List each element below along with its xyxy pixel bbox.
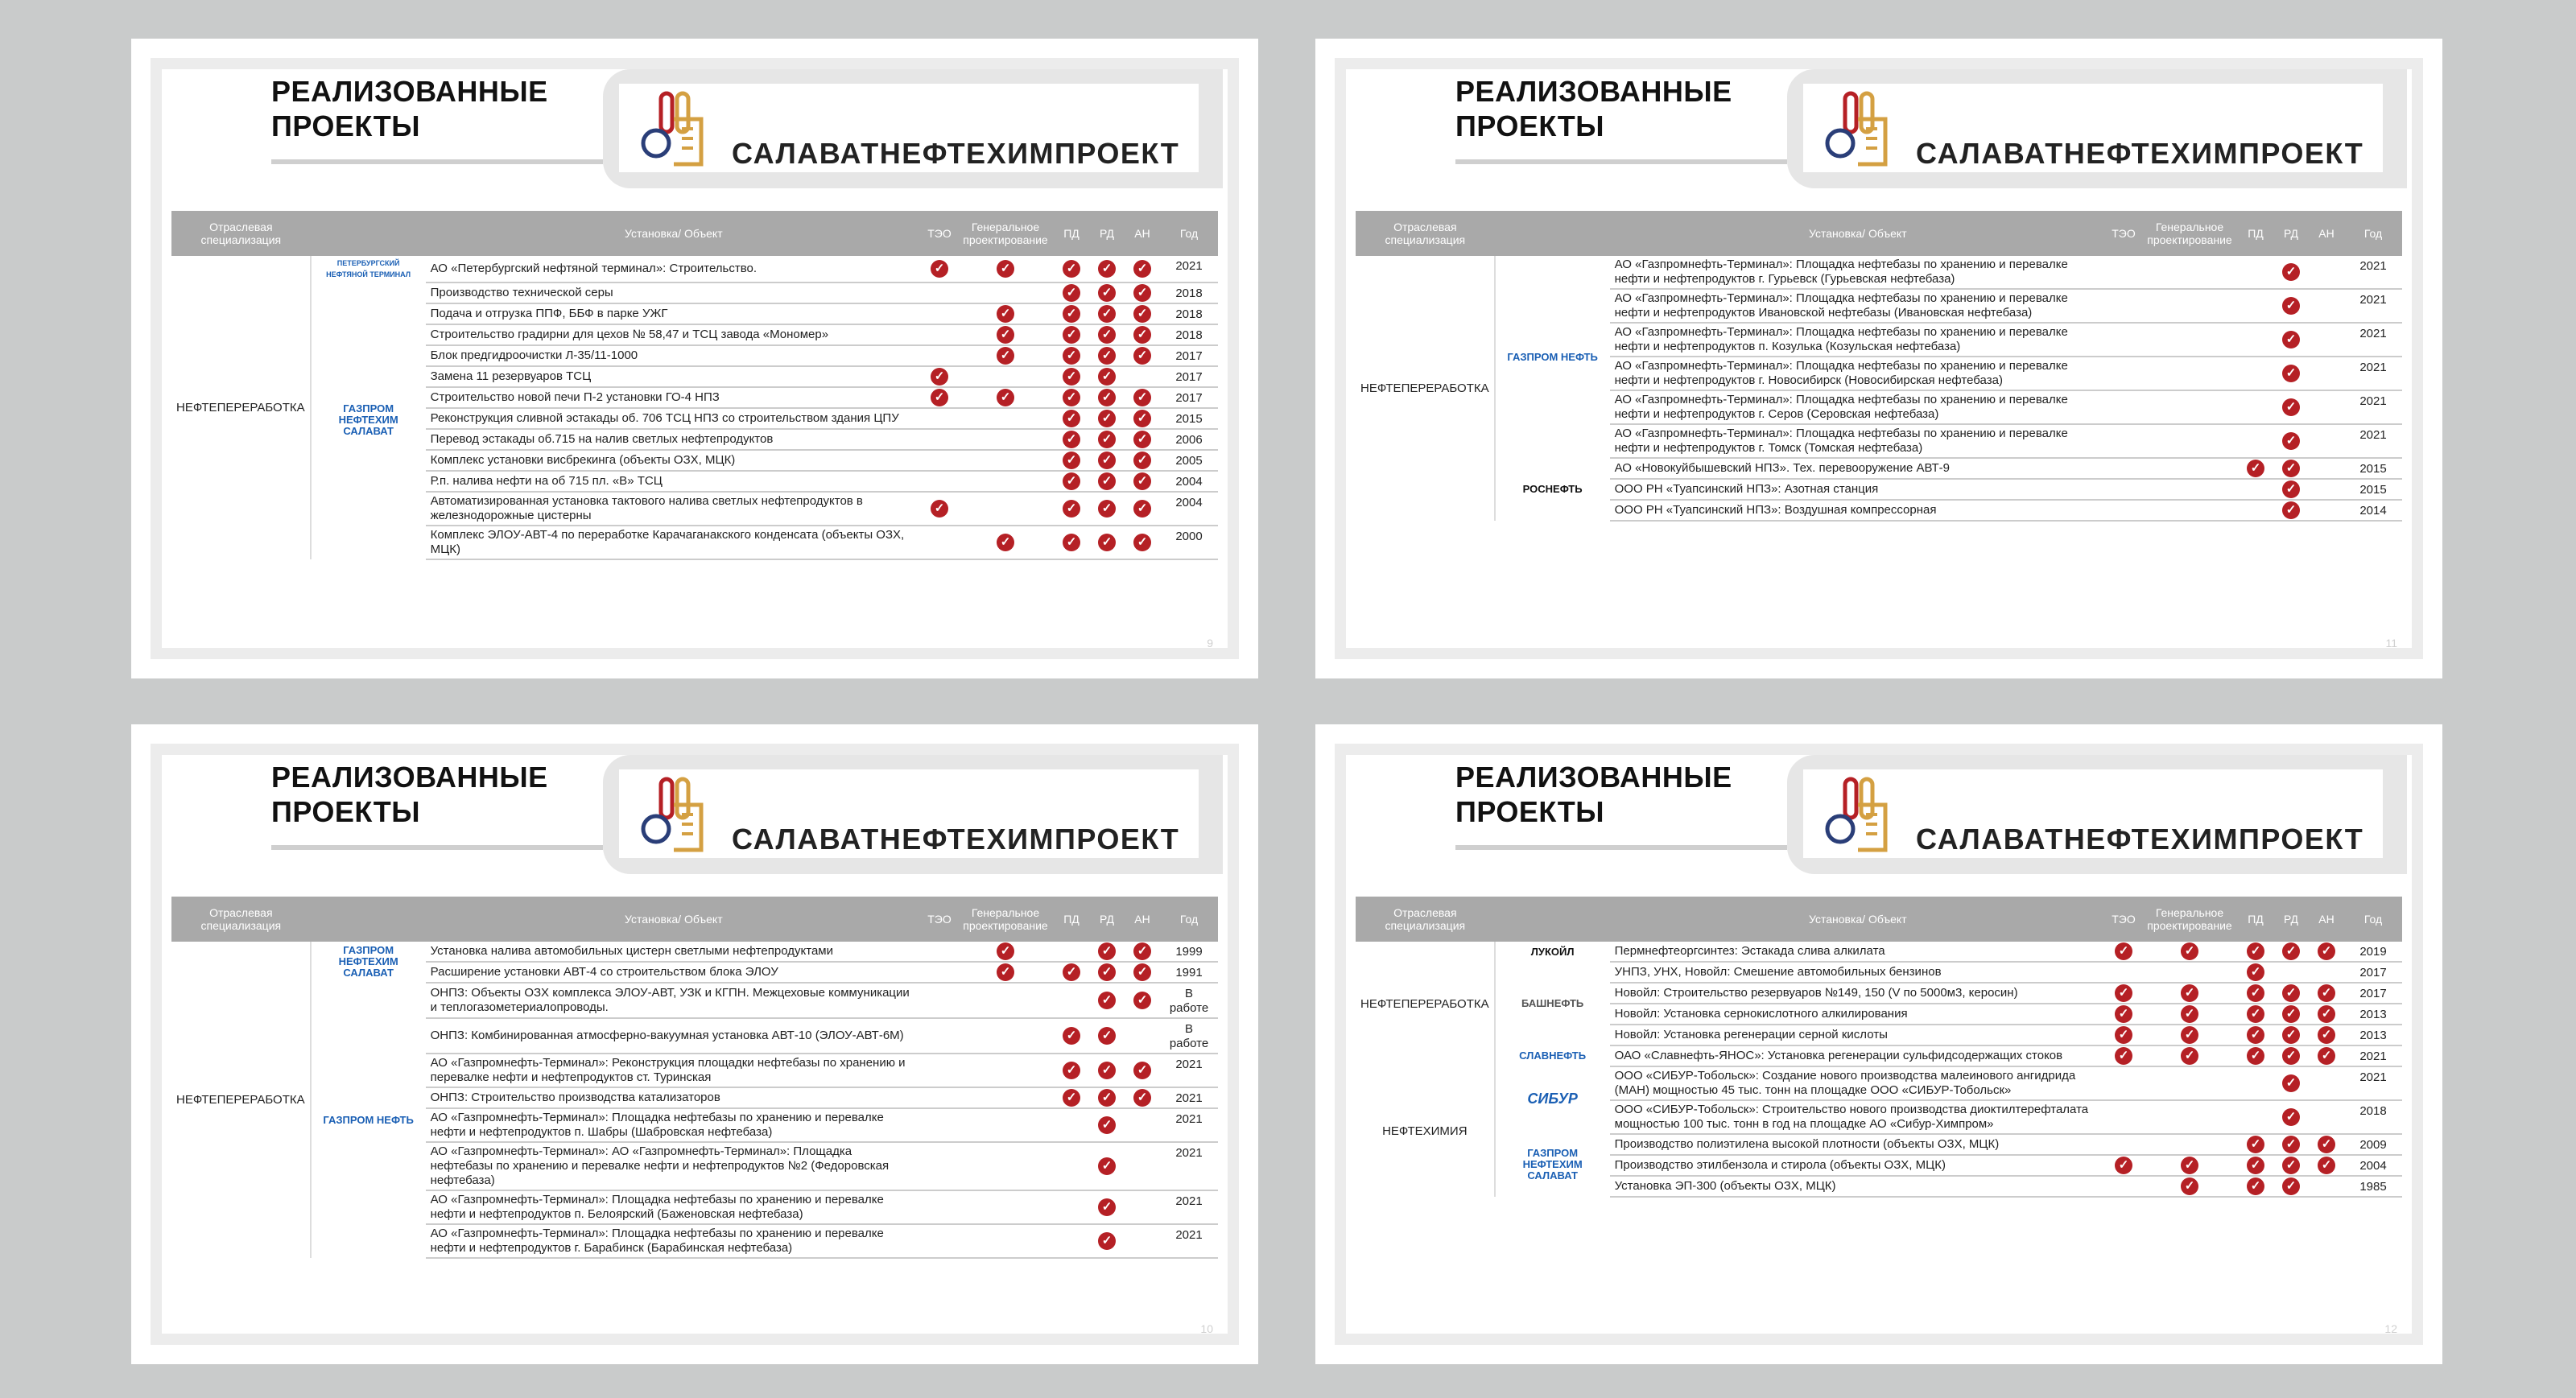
projects-table — [171, 211, 1218, 560]
table-row: АО «Газпромнефть-Терминал»: Площадка нефтебазы по хранению и перевалке нефти и нефтепродуктов г. Серов (Серовская нефтебаза) ✓ 2021 — [1356, 390, 2402, 424]
check-mark: ✓ — [1063, 963, 1080, 981]
check-mark: ✓ — [1063, 500, 1080, 518]
check-mark: ✓ — [2115, 1026, 2132, 1044]
company-name: САЛАВАТНЕФТЕХИМПРОЕКТ — [1916, 137, 2364, 170]
check-mark: ✓ — [1063, 534, 1080, 551]
check-mark: ✓ — [2115, 1157, 2132, 1174]
check-mark: ✓ — [2282, 1026, 2300, 1044]
company-logo-icon — [637, 87, 717, 171]
check-mark: ✓ — [2247, 1136, 2264, 1153]
slavneft-logo: СЛАВНЕФТЬ — [1519, 1050, 1587, 1062]
check-mark: ✓ — [2318, 1157, 2335, 1174]
check-mark: ✓ — [1063, 1062, 1080, 1079]
slide-page-12 — [1315, 724, 2442, 1364]
check-mark: ✓ — [2318, 1136, 2335, 1153]
check-mark: ✓ — [2181, 1177, 2198, 1195]
check-mark: ✓ — [2282, 460, 2300, 477]
table-header: Отраслевая специализация Установка/ Объект ТЭО Генеральное проектирование ПД РД АН Год — [1356, 897, 2402, 942]
check-mark: ✓ — [1063, 260, 1080, 278]
check-mark: ✓ — [1098, 992, 1116, 1009]
check-mark: ✓ — [1098, 1157, 1116, 1175]
check-mark: ✓ — [1063, 284, 1080, 302]
slide-title: РЕАЛИЗОВАННЫЕ ПРОЕКТЫ — [271, 761, 548, 828]
check-mark: ✓ — [2282, 984, 2300, 1002]
check-mark: ✓ — [2247, 1026, 2264, 1044]
table-header: Отраслевая специализация Установка/ Объект ТЭО Генеральное проектирование ПД РД АН Год — [171, 897, 1218, 942]
check-mark: ✓ — [1063, 389, 1080, 406]
check-mark: ✓ — [1098, 368, 1116, 386]
table-row: Расширение установки АВТ-4 со строительством блока ЭЛОУ ✓ ✓ ✓ ✓ 1991 — [171, 962, 1218, 983]
check-mark: ✓ — [2181, 942, 2198, 960]
bashneft-logo: БАШНЕФТЬ — [1521, 997, 1584, 1009]
check-mark: ✓ — [2247, 984, 2264, 1002]
check-mark: ✓ — [1098, 347, 1116, 365]
check-mark: ✓ — [2282, 1136, 2300, 1153]
slide-page-11 — [1315, 39, 2442, 678]
check-mark: ✓ — [997, 347, 1014, 365]
check-mark: ✓ — [1133, 992, 1151, 1009]
check-mark: ✓ — [1063, 472, 1080, 490]
check-mark: ✓ — [997, 534, 1014, 551]
table-header: Отраслевая специализация Установка/ Объект ТЭО Генеральное проектирование ПД РД АН Год — [1356, 211, 2402, 256]
table-row: НЕФТЕПЕРЕРАБОТКА ГАЗПРОМ НЕФТЬ АО «Газпромнефть-Терминал»: Площадка нефтебазы по хранению и перевалке нефти и нефтепродуктов г. Гурьевск (Гурьевская нефтебаза) ✓ 2021 — [1356, 256, 2402, 289]
check-mark: ✓ — [2247, 1005, 2264, 1023]
table-row: Автоматизированная установка тактового налива светлых нефтепродуктов в железнодорожные цистерны ✓ ✓ ✓ ✓ 2004 — [171, 492, 1218, 526]
check-mark: ✓ — [2115, 1005, 2132, 1023]
check-mark: ✓ — [2282, 1074, 2300, 1092]
check-mark: ✓ — [2282, 942, 2300, 960]
gazprom-neft-logo: ГАЗПРОМ НЕФТЬ — [323, 1114, 414, 1126]
check-mark: ✓ — [2247, 1157, 2264, 1174]
check-mark: ✓ — [1133, 410, 1151, 427]
check-mark: ✓ — [1098, 260, 1116, 278]
check-mark: ✓ — [2282, 1177, 2300, 1195]
check-mark: ✓ — [2282, 1157, 2300, 1174]
table-row: БАШНЕФТЬ УНПЗ, УНХ, Новойл: Смешение автомобильных бензинов ✓ 2017 — [1356, 962, 2402, 983]
page-number: 9 — [1207, 637, 1213, 650]
check-mark: ✓ — [1098, 284, 1116, 302]
check-mark: ✓ — [1063, 347, 1080, 365]
check-mark: ✓ — [1098, 942, 1116, 960]
check-mark: ✓ — [2247, 942, 2264, 960]
company-name: САЛАВАТНЕФТЕХИМПРОЕКТ — [1916, 823, 2364, 856]
title-underline — [271, 159, 603, 164]
check-mark: ✓ — [2247, 1047, 2264, 1065]
table-row: АО «Газпромнефть-Терминал»: Площадка нефтебазы по хранению и перевалке нефти и нефтепродуктов п. Белоярский (Баженовская нефтебаза) ✓ 2021 — [171, 1190, 1218, 1224]
check-mark: ✓ — [1098, 1089, 1116, 1107]
slide-page-10 — [131, 724, 1258, 1364]
slide-title: РЕАЛИЗОВАННЫЕ ПРОЕКТЫ — [1455, 75, 1732, 142]
table-row: НЕФТЕХИМИЯ СИБУР ООО «СИБУР-Тобольск»: Создание нового производства малеинового ангидрида (МАН) мощностью 45 тыс. тонн на площадке ООО «СИБУР-Тобольск» ✓ 2021 — [1356, 1066, 2402, 1100]
projects-table — [1356, 211, 2402, 522]
check-mark: ✓ — [931, 368, 948, 386]
check-mark: ✓ — [997, 305, 1014, 323]
check-mark: ✓ — [1133, 534, 1151, 551]
title-underline — [271, 845, 603, 850]
table-row: Р.п. налива нефти на об 715 пл. «В» ТСЦ ✓ ✓ ✓ 2004 — [171, 471, 1218, 492]
table-row: Реконструкция сливной эстакады об. 706 ТСЦ НПЗ со строительством здания ЦПУ ✓ ✓ ✓ 2015 — [171, 408, 1218, 429]
slide-title: РЕАЛИЗОВАННЫЕ ПРОЕКТЫ — [271, 75, 548, 142]
table-row: НЕФТЕПЕРЕРАБОТКА ГАЗПРОМ НЕФТЕХИМ САЛАВАТ Установка налива автомобильных цистерн светлыми нефтепродуктами ✓ ✓ ✓ 1999 — [171, 942, 1218, 962]
table-row: Строительство градирни для цехов № 58,47 и ТСЦ завода «Мономер» ✓ ✓ ✓ ✓ 2018 — [171, 324, 1218, 345]
check-mark: ✓ — [2115, 942, 2132, 960]
table-row: РОСНЕФТЬ АО «Новокуйбышевский НПЗ». Тех. перевооружение АВТ-9 ✓ ✓ 2015 — [1356, 458, 2402, 479]
table-row: ООО РН «Туапсинский НПЗ»: Азотная станция ✓ 2015 — [1356, 479, 2402, 500]
check-mark: ✓ — [1098, 963, 1116, 981]
pnt-logo: ПЕТЕРБУРГСКИЙ НЕФТЯНОЙ ТЕРМИНАЛ — [326, 259, 411, 278]
title-underline — [1455, 159, 1787, 164]
check-mark: ✓ — [1063, 431, 1080, 448]
projects-table — [1356, 897, 2402, 1198]
check-mark: ✓ — [1063, 368, 1080, 386]
check-mark: ✓ — [997, 942, 1014, 960]
check-mark: ✓ — [2181, 1157, 2198, 1174]
table-row: АО «Газпромнефть-Терминал»: Площадка нефтебазы по хранению и перевалке нефти и нефтепродуктов Ивановской нефтебазы (Ивановская нефтебаза) ✓ 2021 — [1356, 289, 2402, 323]
check-mark: ✓ — [2318, 1047, 2335, 1065]
check-mark: ✓ — [2282, 1047, 2300, 1065]
check-mark: ✓ — [1133, 1089, 1151, 1107]
check-mark: ✓ — [1063, 1027, 1080, 1045]
check-mark: ✓ — [2318, 984, 2335, 1002]
spec-cell: НЕФТЕПЕРЕРАБОТКА — [1356, 256, 1495, 521]
company-logo-icon — [637, 773, 717, 856]
company-name: САЛАВАТНЕФТЕХИМПРОЕКТ — [732, 823, 1180, 856]
table-row: Новойл: Установка регенерации серной кислоты ✓ ✓ ✓ ✓ ✓ 2013 — [1356, 1025, 2402, 1045]
check-mark: ✓ — [1133, 431, 1151, 448]
table-row: ООО РН «Туапсинский НПЗ»: Воздушная компрессорная ✓ 2014 — [1356, 500, 2402, 521]
table-row: Перевод эстакады об.715 на налив светлых нефтепродуктов ✓ ✓ ✓ 2006 — [171, 429, 1218, 450]
check-mark: ✓ — [2181, 984, 2198, 1002]
spec-cell: НЕФТЕПЕРЕРАБОТКА — [171, 256, 311, 559]
check-mark: ✓ — [2282, 365, 2300, 382]
check-mark: ✓ — [2318, 1026, 2335, 1044]
check-mark: ✓ — [997, 389, 1014, 406]
check-mark: ✓ — [1063, 305, 1080, 323]
table-header: Отраслевая специализация Установка/ Объект ТЭО Генеральное проектирование ПД РД АН Год — [171, 211, 1218, 256]
check-mark: ✓ — [1098, 1062, 1116, 1079]
table-row: АО «Газпромнефть-Терминал»: Площадка нефтебазы по хранению и перевалке нефти и нефтепродуктов г. Новосибирск (Новосибирская нефтебаза) ✓ 2021 — [1356, 357, 2402, 390]
page-number: 11 — [2385, 637, 2397, 650]
check-mark: ✓ — [2318, 1005, 2335, 1023]
gazprom-neftekhim-logo: ГАЗПРОМ НЕФТЕХИМ САЛАВАТ — [338, 943, 398, 979]
check-mark: ✓ — [2282, 1108, 2300, 1126]
check-mark: ✓ — [2282, 263, 2300, 281]
table-row: АО «Газпромнефть-Терминал»: Площадка нефтебазы по хранению и перевалке нефти и нефтепродуктов п. Козулька (Козульская нефтебаза) ✓ 2021 — [1356, 323, 2402, 357]
check-mark: ✓ — [997, 260, 1014, 278]
check-mark: ✓ — [1098, 1027, 1116, 1045]
check-mark: ✓ — [2115, 984, 2132, 1002]
check-mark: ✓ — [931, 500, 948, 518]
table-row: ОНПЗ: Строительство производства катализаторов ✓ ✓ ✓ 2021 — [171, 1087, 1218, 1108]
table-row: АО «Газпромнефть-Терминал»: Площадка нефтебазы по хранению и перевалке нефти и нефтепродуктов п. Шабры (Шабровская нефтебаза) ✓ 2021 — [171, 1108, 1218, 1142]
table-row: Блок предгидроочистки Л-35/11-1000 ✓ ✓ ✓ ✓ 2017 — [171, 345, 1218, 366]
company-logo-icon — [1821, 773, 1901, 856]
check-mark: ✓ — [1133, 1062, 1151, 1079]
table-row: Новойл: Строительство резервуаров №149, 150 (V по 5000м3, керосин) ✓ ✓ ✓ ✓ ✓ 2017 — [1356, 983, 2402, 1004]
check-mark: ✓ — [1098, 472, 1116, 490]
check-mark: ✓ — [2282, 331, 2300, 348]
check-mark: ✓ — [1133, 389, 1151, 406]
check-mark: ✓ — [1133, 500, 1151, 518]
check-mark: ✓ — [2247, 1177, 2264, 1195]
gazprom-neftekhim-logo: ГАЗПРОМ НЕФТЕХИМ САЛАВАТ — [338, 402, 398, 437]
check-mark: ✓ — [931, 260, 948, 278]
check-mark: ✓ — [1098, 1198, 1116, 1216]
check-mark: ✓ — [1063, 326, 1080, 344]
check-mark: ✓ — [1133, 472, 1151, 490]
table-row: Установка ЭП-300 (объекты ОЗХ, МЦК) ✓ ✓ ✓ 1985 — [1356, 1176, 2402, 1197]
slide-page-9 — [131, 39, 1258, 678]
check-mark: ✓ — [2282, 432, 2300, 450]
page-number: 10 — [1200, 1322, 1213, 1335]
check-mark: ✓ — [2115, 1047, 2132, 1065]
check-mark: ✓ — [1098, 410, 1116, 427]
title-underline — [1455, 845, 1787, 850]
table-row: СЛАВНЕФТЬ ОАО «Славнефть-ЯНОС»: Установка регенерации сульфидсодержащих стоков ✓ ✓ ✓ ✓ ✓ 2021 — [1356, 1045, 2402, 1066]
check-mark: ✓ — [2181, 1047, 2198, 1065]
table-row: ГАЗПРОМ НЕФТЬ ОНПЗ: Объекты ОЗХ комплекса ЭЛОУ-АВТ, УЗК и КГПН. Межцеховые коммуникации и теплогазометериалопроводы. ✓ ✓ В работе — [171, 983, 1218, 1018]
check-mark: ✓ — [2282, 297, 2300, 315]
check-mark: ✓ — [997, 963, 1014, 981]
check-mark: ✓ — [1098, 389, 1116, 406]
gazprom-neftekhim-logo: ГАЗПРОМ НЕФТЕХИМ САЛАВАТ — [1522, 1147, 1583, 1181]
table-row: НЕФТЕПЕРЕРАБОТКА ПЕТЕРБУРГСКИЙ НЕФТЯНОЙ ТЕРМИНАЛ АО «Петербургский нефтяной терминал»: Строительство. ✓ ✓ ✓ ✓ ✓ 2021 — [171, 256, 1218, 282]
check-mark: ✓ — [2247, 963, 2264, 981]
gazprom-neft-logo: ГАЗПРОМ НЕФТЬ — [1507, 350, 1598, 363]
table-row: Новойл: Установка сернокислотного алкилирования ✓ ✓ ✓ ✓ ✓ 2013 — [1356, 1004, 2402, 1025]
check-mark: ✓ — [1133, 305, 1151, 323]
check-mark: ✓ — [1133, 326, 1151, 344]
table-row: Комплекс установки висбрекинга (объекты ОЗХ, МЦК) ✓ ✓ ✓ 2005 — [171, 450, 1218, 471]
projects-table — [171, 897, 1218, 1259]
lukoil-logo: ЛУКОЙЛ — [1530, 945, 1575, 958]
check-mark: ✓ — [1063, 1089, 1080, 1107]
check-mark: ✓ — [1098, 305, 1116, 323]
check-mark: ✓ — [1063, 452, 1080, 469]
check-mark: ✓ — [1098, 431, 1116, 448]
table-row: Строительство новой печи П-2 установки ГО-4 НПЗ ✓ ✓ ✓ ✓ ✓ 2017 — [171, 387, 1218, 408]
table-row: АО «Газпромнефть-Терминал»: Реконструкция площадки нефтебазы по хранению и перевалке нефти и нефтепродуктов ст. Туринская ✓ ✓ ✓ 2021 — [171, 1054, 1218, 1087]
rosneft-logo: РОСНЕФТЬ — [1522, 483, 1583, 495]
spec-cell: НЕФТЕПЕРЕРАБОТКА — [1356, 942, 1495, 1066]
check-mark: ✓ — [2318, 942, 2335, 960]
check-mark: ✓ — [2247, 460, 2264, 477]
check-mark: ✓ — [1098, 1232, 1116, 1250]
check-mark: ✓ — [1133, 963, 1151, 981]
table-row: ООО «СИБУР-Тобольск»: Строительство нового производства диоктилтерефталата мощностью 100 тыс. тонн в год на площадке АО «Сибур-Химпром» ✓ 2018 — [1356, 1100, 2402, 1134]
check-mark: ✓ — [2181, 1005, 2198, 1023]
spec-cell: НЕФТЕХИМИЯ — [1356, 1066, 1495, 1197]
table-row: ГАЗПРОМ НЕФТЕХИМ САЛАВАТ Производство технической серы ✓ ✓ ✓ 2018 — [171, 282, 1218, 303]
table-row: ОНПЗ: Комбинированная атмосферно-вакуумная установка АВТ-10 (ЭЛОУ-АВТ-6М) ✓ ✓ В работе — [171, 1018, 1218, 1054]
check-mark: ✓ — [997, 326, 1014, 344]
check-mark: ✓ — [2282, 1005, 2300, 1023]
company-name: САЛАВАТНЕФТЕХИМПРОЕКТ — [732, 137, 1180, 170]
check-mark: ✓ — [1133, 452, 1151, 469]
check-mark: ✓ — [1133, 260, 1151, 278]
slide-title: РЕАЛИЗОВАННЫЕ ПРОЕКТЫ — [1455, 761, 1732, 828]
check-mark: ✓ — [1098, 534, 1116, 551]
check-mark: ✓ — [1133, 284, 1151, 302]
check-mark: ✓ — [1098, 326, 1116, 344]
check-mark: ✓ — [1133, 942, 1151, 960]
check-mark: ✓ — [931, 389, 948, 406]
table-row: Замена 11 резервуаров ТСЦ ✓ ✓ ✓ 2017 — [171, 366, 1218, 387]
check-mark: ✓ — [2282, 501, 2300, 519]
page-number: 12 — [2384, 1322, 2397, 1335]
company-logo-icon — [1821, 87, 1901, 171]
table-row: Производство этилбензола и стирола (объекты ОЗХ, МЦК) ✓ ✓ ✓ ✓ ✓ 2004 — [1356, 1155, 2402, 1176]
check-mark: ✓ — [1063, 410, 1080, 427]
check-mark: ✓ — [1098, 500, 1116, 518]
check-mark: ✓ — [1133, 347, 1151, 365]
check-mark: ✓ — [1098, 452, 1116, 469]
table-row: НЕФТЕПЕРЕРАБОТКА ЛУКОЙЛ Пермнефтеоргсинтез: Эстакада слива алкилата ✓ ✓ ✓ ✓ ✓ 2019 — [1356, 942, 2402, 962]
table-row: ГАЗПРОМ НЕФТЕХИМ САЛАВАТ Производство полиэтилена высокой плотности (объекты ОЗХ, МЦК) ✓ ✓ ✓ 2009 — [1356, 1134, 2402, 1155]
check-mark: ✓ — [2181, 1026, 2198, 1044]
table-row: АО «Газпромнефть-Терминал»: АО «Газпромнефть-Терминал»: Площадка нефтебазы по хранению и перевалке нефти и нефтепродуктов №2 (Федоровская нефтебаза) ✓ 2021 — [171, 1142, 1218, 1190]
table-row: АО «Газпромнефть-Терминал»: Площадка нефтебазы по хранению и перевалке нефти и нефтепродуктов г. Томск (Томская нефтебаза) ✓ 2021 — [1356, 424, 2402, 458]
spec-cell: НЕФТЕПЕРЕРАБОТКА — [171, 942, 311, 1258]
check-mark: ✓ — [2282, 480, 2300, 498]
table-row: Подача и отгрузка ППФ, ББФ в парке УЖГ ✓ ✓ ✓ ✓ 2018 — [171, 303, 1218, 324]
check-mark: ✓ — [2282, 398, 2300, 416]
check-mark: ✓ — [1098, 1116, 1116, 1134]
table-row: АО «Газпромнефть-Терминал»: Площадка нефтебазы по хранению и перевалке нефти и нефтепродуктов г. Барабинск (Барабинская нефтебаза) ✓ 2021 — [171, 1224, 1218, 1258]
sibur-logo: СИБУР — [1527, 1091, 1578, 1107]
table-row: Комплекс ЭЛОУ-АВТ-4 по переработке Карачаганакского конденсата (объекты ОЗХ, МЦК) ✓ ✓ ✓ ✓ 2000 — [171, 526, 1218, 559]
